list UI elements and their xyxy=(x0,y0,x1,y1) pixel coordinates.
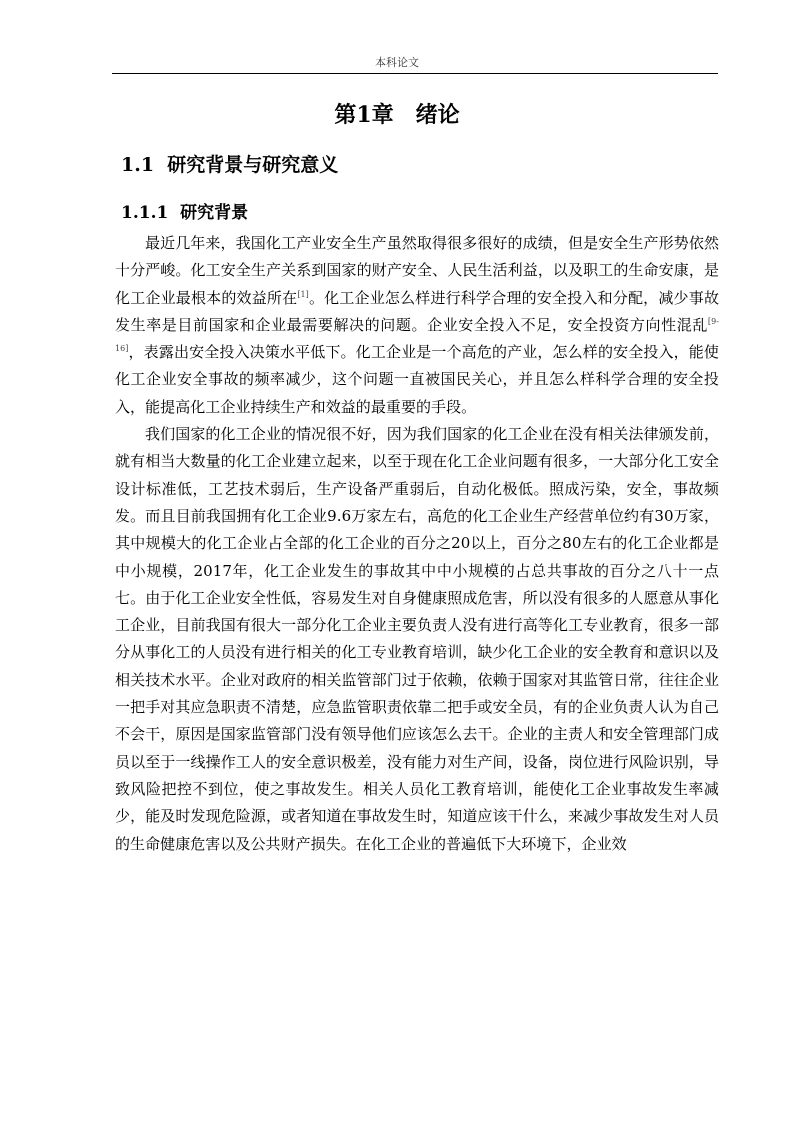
citation-1: [1] xyxy=(297,289,309,299)
paragraph-1-part-a: 最近几年来，我国化工产业安全生产虽然取得很多很好的成绩，但是安全生产形势依然十分严峻。化工安全生产关系到国家的财产安全、人民生活利益，以及职工的生命安康，是化工企业最根本的效益所在 xyxy=(115,234,719,307)
citation-2: [9-16] xyxy=(115,316,719,354)
body-text xyxy=(115,230,719,858)
paragraph-1-part-b: 。化工企业怎么样进行科学合理的安全投入和分配，减少事故发生率是目前国家和企业最需要解决的问题。企业安全投入不足，安全投资方向性混乱 xyxy=(115,288,719,334)
paragraph-1 xyxy=(115,230,719,421)
chapter-title: 第1章 绪论 xyxy=(334,102,460,128)
header-rule xyxy=(112,73,718,74)
subsection-heading: 1.1.1 研究背景 xyxy=(121,203,249,223)
paragraph-2: 我们国家的化工企业的情况很不好，因为我们国家的化工企业在没有相关法律颁发前，就有相当大数量的化工企业建立起来，以至于现在化工企业问题有很多，一大部分化工安全设计标准低，工艺技术弱后，生产设备严重弱后，自动化极低。照成污染，安全，事故频发。而且目前我国拥有化工企业9.6万家左右，高危的化工企业生产经营单位约有30万家，其中规模大的化工企业占全部的化工企业的百分之20以上，百分之80左右的化工企业都是中小规模，2017年，化工企业发生的事故其中中小规模的占总共事故的百分之八十一点七。由于化工企业安全性低，容易发生对自身健康照成危害，所以没有很多的人愿意从事化工企业，目前我国有很大一部分化工企业主要负责人没有进行高等化工专业教育，很多一部分从事化工的人员没有进行相关的化工专业教育培训，缺少化工企业的安全教育和意识以及相关技术水平。企业对政府的相关监管部门过于依赖，依赖于国家对其监管日常，往往企业一把手对其应急职责不清楚，应急监管职责依靠二把手或安全员，有的企业负责人认为自己不会干，原因是国家监管部门没有领导他们应该怎么去干。企业的主责人和安全管理部门成员以至于一线操作工人的安全意识极差，没有能力对生产间，设备，岗位进行风险识别，导致风险把控不到位，使之事故发生。相关人员化工教育培训，能使化工企业事故发生率减少，能及时发现危险源，或者知道在事故发生时，知道应该干什么，来减少事故发生对人员的生命健康危害以及公共财产损失。在化工企业的普遍低下大环境下，企业效 xyxy=(115,425,719,853)
paragraph-1-part-c: ，表露出安全投入决策水平低下。化工企业是一个高危的产业，怎么样的安全投入，能使化工企业安全事故的频率减少，这个问题一直被国民关心，并且怎么样科学合理的安全投入，能提高化工企业持续生产和效益的最重要的手段。 xyxy=(115,343,719,416)
section-heading: 1.1 研究背景与研究意义 xyxy=(121,154,339,176)
running-header: 本科论文 xyxy=(375,56,419,69)
